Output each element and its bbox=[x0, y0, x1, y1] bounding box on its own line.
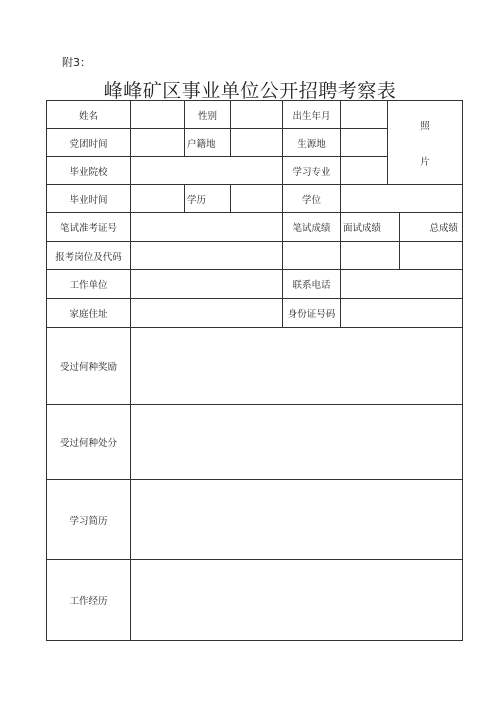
interview-score-field[interactable] bbox=[341, 242, 400, 270]
education-field[interactable] bbox=[231, 185, 283, 213]
degree-field[interactable] bbox=[341, 185, 463, 213]
grad-time-field[interactable] bbox=[131, 185, 185, 213]
major-field[interactable] bbox=[341, 157, 388, 185]
study-history-field[interactable] bbox=[131, 480, 463, 560]
application-form-table bbox=[46, 100, 463, 641]
school-field[interactable] bbox=[131, 157, 283, 185]
interview-score-label: 面试成绩 bbox=[341, 213, 400, 242]
id-number-field[interactable] bbox=[341, 299, 463, 328]
major-label: 学习专业 bbox=[283, 157, 341, 185]
school-label: 毕业院校 bbox=[47, 157, 131, 185]
awards-field[interactable] bbox=[131, 328, 463, 405]
exam-id-field[interactable] bbox=[131, 213, 283, 242]
name-label: 姓名 bbox=[47, 101, 131, 129]
punishments-field[interactable] bbox=[131, 405, 463, 480]
photo-label-2: 片 bbox=[420, 156, 430, 168]
name-field[interactable] bbox=[131, 101, 185, 129]
address-label: 家庭住址 bbox=[47, 299, 131, 328]
photo-label-1: 照 bbox=[420, 120, 430, 132]
origin-field[interactable] bbox=[341, 129, 388, 157]
total-score-field[interactable] bbox=[400, 242, 463, 270]
address-field[interactable] bbox=[131, 299, 283, 328]
phone-label: 联系电话 bbox=[283, 270, 341, 299]
id-number-label: 身份证号码 bbox=[283, 299, 341, 328]
degree-label: 学位 bbox=[283, 185, 341, 213]
position-code-label: 报考岗位及代码 bbox=[47, 242, 131, 270]
phone-field[interactable] bbox=[341, 270, 463, 299]
origin-label: 生源地 bbox=[283, 129, 341, 157]
gender-field[interactable] bbox=[231, 101, 283, 129]
punishments-label: 受过何种处分 bbox=[47, 405, 131, 480]
total-score-label: 总成绩 bbox=[400, 213, 463, 242]
study-history-label: 学习简历 bbox=[47, 480, 131, 560]
work-history-label: 工作经历 bbox=[47, 560, 131, 641]
annex-label: 附3： bbox=[62, 56, 91, 69]
hukou-label: 户籍地 bbox=[185, 129, 231, 157]
birth-field[interactable] bbox=[341, 101, 388, 129]
photo-box[interactable] bbox=[388, 101, 463, 185]
written-score-label: 笔试成绩 bbox=[283, 213, 341, 242]
party-time-label: 党团时间 bbox=[47, 129, 131, 157]
education-label: 学历 bbox=[185, 185, 231, 213]
grad-time-label: 毕业时间 bbox=[47, 185, 131, 213]
written-score-field[interactable] bbox=[283, 242, 341, 270]
work-unit-label: 工作单位 bbox=[47, 270, 131, 299]
awards-label: 受过何种奖励 bbox=[47, 328, 131, 405]
gender-label: 性别 bbox=[185, 101, 231, 129]
party-time-field[interactable] bbox=[131, 129, 185, 157]
exam-id-label: 笔试准考证号 bbox=[47, 213, 131, 242]
hukou-field[interactable] bbox=[231, 129, 283, 157]
form-title: 峰峰矿区事业单位公开招聘考察表 bbox=[103, 80, 397, 102]
work-unit-field[interactable] bbox=[131, 270, 283, 299]
position-code-field[interactable] bbox=[131, 242, 283, 270]
birth-label: 出生年月 bbox=[283, 101, 341, 129]
work-history-field[interactable] bbox=[131, 560, 463, 641]
